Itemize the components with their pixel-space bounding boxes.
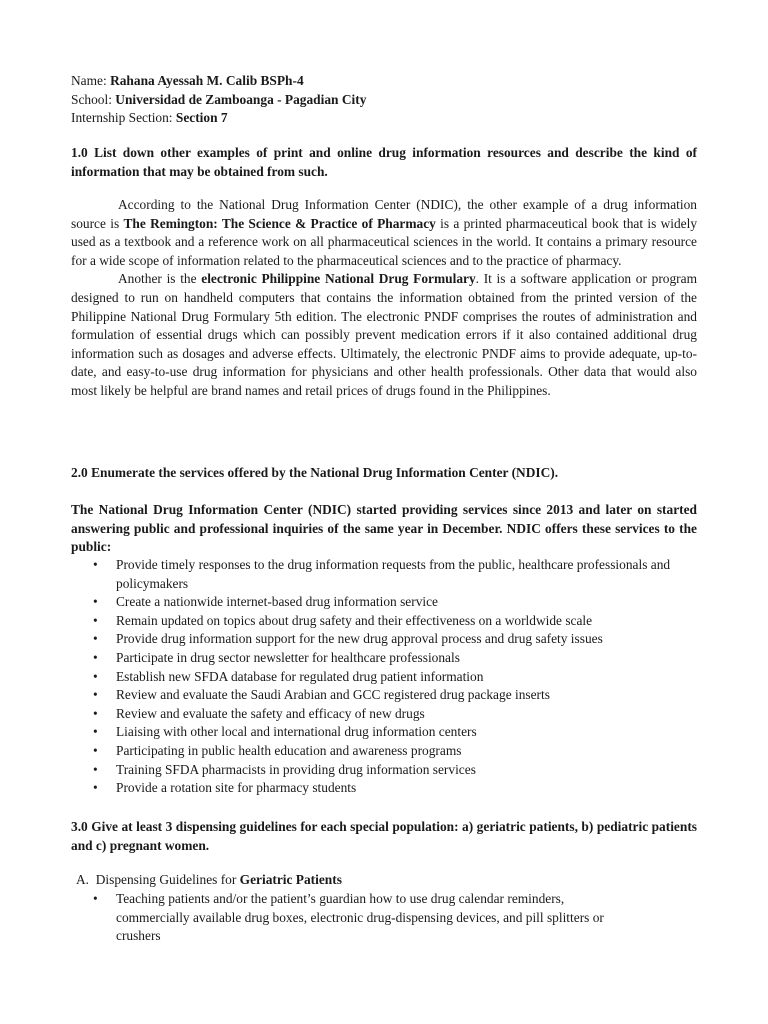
service-item-text: Remain updated on topics about drug safety and their effectiveness on a worldwide scale xyxy=(116,612,593,628)
service-item-text: Establish new SFDA database for regulated drug patient information xyxy=(116,668,484,684)
bullet-icon: • xyxy=(93,687,98,703)
name-line xyxy=(71,72,697,91)
bullet-icon: • xyxy=(93,761,98,777)
student-info xyxy=(71,72,697,128)
service-item xyxy=(71,761,697,780)
school-value: Universidad de Zamboanga - Pagadian City xyxy=(115,91,367,107)
services-list xyxy=(71,556,697,798)
question-3: 3.0 Give at least 3 dispensing guidelines for each special population: a) geriatric patients, b) pediatric patients and c) pregnant women. xyxy=(71,819,697,853)
service-item xyxy=(71,649,697,668)
geriatric-guideline-item-text: Teaching patients and/or the patient’s guardian how to use drug calendar reminders, commercially available drug boxes, electronic drug-dispensing devices, and pill splitters or crushers xyxy=(116,891,604,944)
answer-1 xyxy=(71,196,697,401)
school-label: School: xyxy=(71,91,112,107)
service-item xyxy=(71,630,697,649)
bullet-icon: • xyxy=(93,649,98,665)
bullet-icon: • xyxy=(93,612,98,628)
question-1: 1.0 List down other examples of print and online drug information resources and describe the kind of information that may be obtained from such. xyxy=(71,145,697,179)
name-value: Rahana Ayessah M. Calib BSPh-4 xyxy=(110,73,304,88)
school-line xyxy=(71,91,697,110)
service-item-text: Create a nationwide internet-based drug information service xyxy=(116,594,438,610)
service-item-text: Training SFDA pharmacists in providing drug information services xyxy=(116,761,476,777)
service-item-text: Provide a rotation site for pharmacy students xyxy=(116,780,357,796)
epndf-title: electronic Philippine National Drug Formulary xyxy=(201,271,476,287)
question-2: 2.0 Enumerate the services offered by the National Drug Information Center (NDIC). xyxy=(71,465,559,480)
geriatric-label: Geriatric Patients xyxy=(239,872,342,887)
bullet-icon: • xyxy=(93,724,98,740)
service-item xyxy=(71,668,697,687)
service-item xyxy=(71,593,697,612)
service-item xyxy=(71,705,697,724)
service-item xyxy=(71,742,697,761)
service-item-text: Participate in drug sector newsletter for healthcare professionals xyxy=(116,649,460,665)
section-value: Section 7 xyxy=(175,110,228,126)
bullet-icon: • xyxy=(93,631,98,647)
bullet-icon: • xyxy=(93,668,98,684)
service-item xyxy=(71,612,697,631)
bullet-icon: • xyxy=(93,780,98,796)
remington-title: The Remington: The Science & Practice of Pharmacy xyxy=(123,215,436,231)
bullet-icon: • xyxy=(93,742,98,758)
answer-1-paragraph-2: Another is the electronic Philippine National Drug Formulary. It is a software application or program designed to run on handheld computers that contains the information obtained from the printed version of the Philippine National Drug Formulary 5th edition. The electronic PNDF comprises the routes of administration and formulation of essential drugs which can possibly prevent medication errors if it also contained additional drug information such as dosages and adverse effects. Ultimately, the electronic PNDF aims to provide adequate, up-to-date, and easy-to-use drug information for physicians and other health professionals. Other data that would also most likely be helpful are brand names and retail prices of drugs found in the Philippines. xyxy=(71,271,697,398)
service-item-text: Provide timely responses to the drug information requests from the public, healthcare professionals and policymakers xyxy=(116,557,671,591)
question-2-intro: The National Drug Information Center (NDIC) started providing services since 2013 and later on started answering public and professional inquiries of the same year in December. NDIC offers these services to the public: xyxy=(71,502,697,555)
section-label: Internship Section: xyxy=(71,110,173,126)
bullet-icon: • xyxy=(93,705,98,721)
service-item xyxy=(71,556,697,593)
bullet-icon: • xyxy=(93,557,98,572)
subheading-letter: A. xyxy=(76,872,90,887)
service-item-text: Provide drug information support for the new drug approval process and drug safety issues xyxy=(116,631,603,647)
service-item-text: Liaising with other local and international drug information centers xyxy=(116,724,477,740)
service-item xyxy=(71,779,697,798)
service-item-text: Participating in public health education and awareness programs xyxy=(116,742,462,758)
subheading-geriatric: A. Dispensing Guidelines for Geriatric Patients xyxy=(76,872,342,887)
name-label: Name: xyxy=(71,73,107,88)
bullet-icon: • xyxy=(93,891,98,906)
service-item-text: Review and evaluate the safety and efficacy of new drugs xyxy=(116,705,425,721)
answer-1-paragraph-1: According to the National Drug Information Center (NDIC), the other example of a drug information source is The Remington: The Science & Practice of Pharmacy is a printed pharmaceutical book that is widely used as a textbook and a reference work on all pharmaceutical sciences in the world. It contains a primary resource for a wide scope of information related to the pharmaceutical sciences and to the practice of pharmacy. xyxy=(71,197,698,268)
section-line xyxy=(71,109,697,128)
geriatric-guidelines-list xyxy=(71,890,637,946)
service-item xyxy=(71,686,697,705)
geriatric-guideline-item xyxy=(71,890,637,946)
bullet-icon: • xyxy=(93,594,98,610)
service-item xyxy=(71,723,697,742)
service-item-text: Review and evaluate the Saudi Arabian and GCC registered drug package inserts xyxy=(116,687,550,703)
